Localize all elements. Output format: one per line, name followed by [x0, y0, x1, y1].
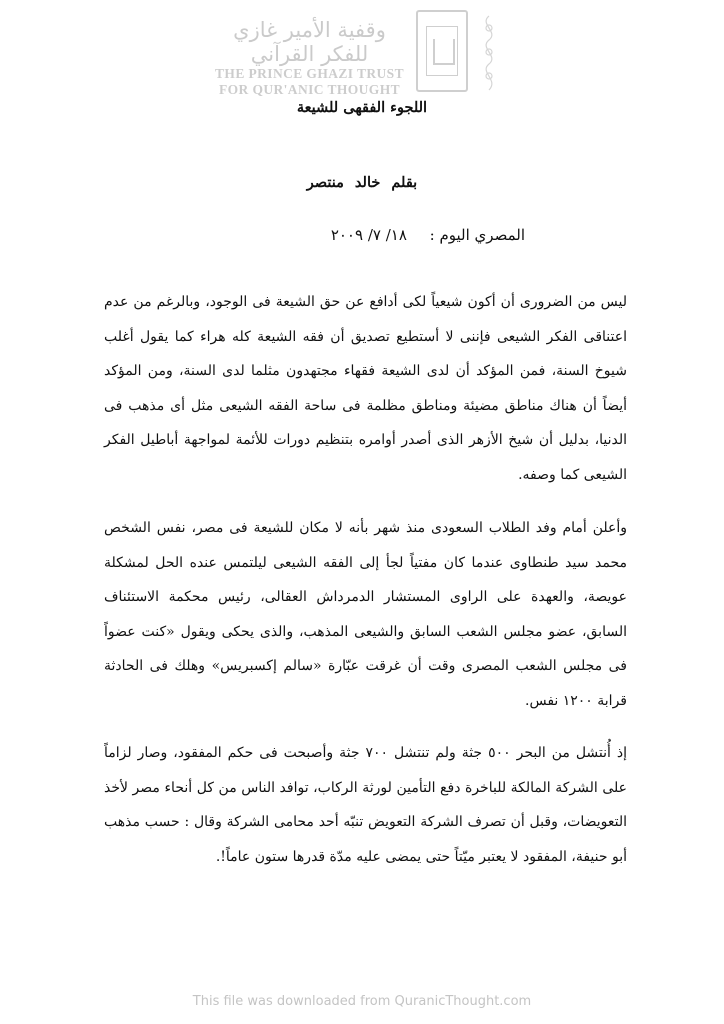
trust-logo: [212, 8, 512, 100]
paragraph-2: وأعلن أمام وفد الطلاب السعودى منذ شهر بأنه لا مكان للشيعة فى مصر، نفس الشخص محمد سيد طنطاوى عندما كان مفتياً لجأ إلى الفقه الشيعى ليلتمس عنده الحل لمشكلة عويصة، والعهدة على الراوى المستشار الدمرداش العقالى، رئيس محكمة الاستئناف السابق، عضو مجلس الشعب السابق والشيعى المذهب، والذى يحكى ويقول «كنت عضواً فى مجلس الشعب المصرى وقت أن غرقت عبّارة «سالم إكسبريس» وهلك فى الحادثة قرابة ١٢٠٠ نفس.: [104, 520, 627, 709]
article-title: اللجوء الفقهى للشيعة: [296, 99, 428, 116]
logo-english-line1: THE PRINCE GHAZI TRUST: [215, 66, 404, 81]
download-footer: This file was downloaded from QuranicThought.com: [192, 994, 532, 1009]
article-source-line: [331, 226, 525, 244]
article-byline: بقلم خالد منتصر: [306, 174, 418, 191]
logo-english-line2: FOR QUR'ANIC THOUGHT: [218, 82, 400, 97]
logo-arabic-text: وقفية الأمير غازي للفكر القرآني: [233, 18, 386, 66]
publication-date: ١٨/ ٧/ ٢٠٠٩: [330, 226, 407, 244]
source-name: المصري اليوم :: [429, 226, 525, 244]
paragraph-3: إذ أُنتشل من البحر ٥٠٠ جثة ولم تنتشل ٧٠٠ جثة وأصبحت فى حكم المفقود، وصار لزاماً على الشركة المالكة للباخرة دفع التأمين لورثة الركاب، توافد الناس من كل أنحاء مصر لأخذ التعويضات، وقبل أن تصرف الشركة التعويض تنبّه أحد محامى الشركة وقال : حسب مذهب أبو حنيفة، المفقود لا يعتبر ميّتاً حتى يمضى عليه مدّة قدرها ستون عاماً!.: [104, 745, 628, 865]
ornament-icon: [474, 12, 504, 94]
paragraph-1: ليس من الضرورى أن أكون شيعياً لكى أدافع عن حق الشيعة فى الوجود، وبالرغم من عدم اعتناقى الفكر الشيعى فإننى لا أستطيع تصديق أن فقه الشيعة كله هراء كما يقول أغلب شيوخ السنة، فمن المؤكد أن لدى الشيعة فقهاء مجتهدون مثلما لدى السنة، ومن المؤكد أيضاً أن هناك مناطق مضيئة ومناطق مظلمة فى ساحة الفقه الشيعى مثل أى مذهب فى الدنيا، بدليل أن شيخ الأزهر الذى أصدر أوامره بتنظيم دورات للأئمة لمواجهة أباطيل الفكر الشيعى كما وصفه.: [104, 294, 627, 483]
seal-icon: [416, 10, 468, 92]
